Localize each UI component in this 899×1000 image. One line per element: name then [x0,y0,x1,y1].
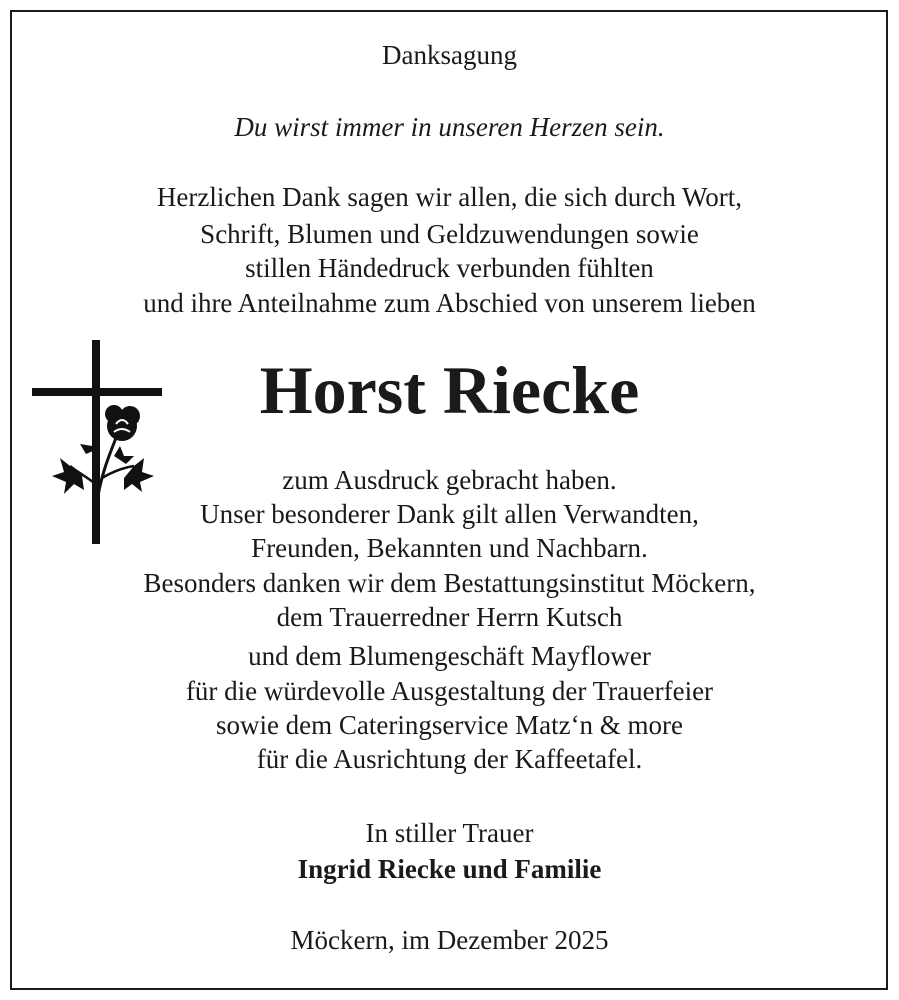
intro-line: stillen Händedruck verbunden fühlten [245,253,654,283]
body-line: dem Trauerredner Herrn Kutsch [276,602,623,632]
body-line: für die würdevolle Ausgestaltung der Trauerfeier [185,676,714,706]
body-line: und dem Blumengeschäft Mayflower [248,641,651,671]
deceased-name: Horst Riecke [259,352,640,428]
quote: Du wirst immer in unseren Herzen sein. [234,112,665,142]
intro-line: Schrift, Blumen und Geldzuwendungen sowie [200,219,699,249]
place-date: Möckern, im Dezember 2025 [290,925,609,955]
body-line: Freunden, Bekannten und Nachbarn. [251,533,648,563]
heading: Danksagung [382,40,517,70]
body-line: zum Ausdruck gebracht haben. [282,465,617,495]
intro-line: und ihre Anteilnahme zum Abschied von unserem lieben [143,288,756,318]
signatories: Ingrid Riecke und Familie [297,854,602,884]
body-line: für die Ausrichtung der Kaffeetafel. [256,744,643,774]
intro-line: Herzlichen Dank sagen wir allen, die sich durch Wort, [156,182,743,212]
body-line: Unser besonderer Dank gilt allen Verwandten, [200,499,699,529]
body-line: Besonders danken wir dem Bestattungsinstitut Möckern, [143,568,756,598]
closing: In stiller Trauer [365,818,534,848]
body-line: sowie dem Cateringservice Matz‘n & more [215,710,684,740]
